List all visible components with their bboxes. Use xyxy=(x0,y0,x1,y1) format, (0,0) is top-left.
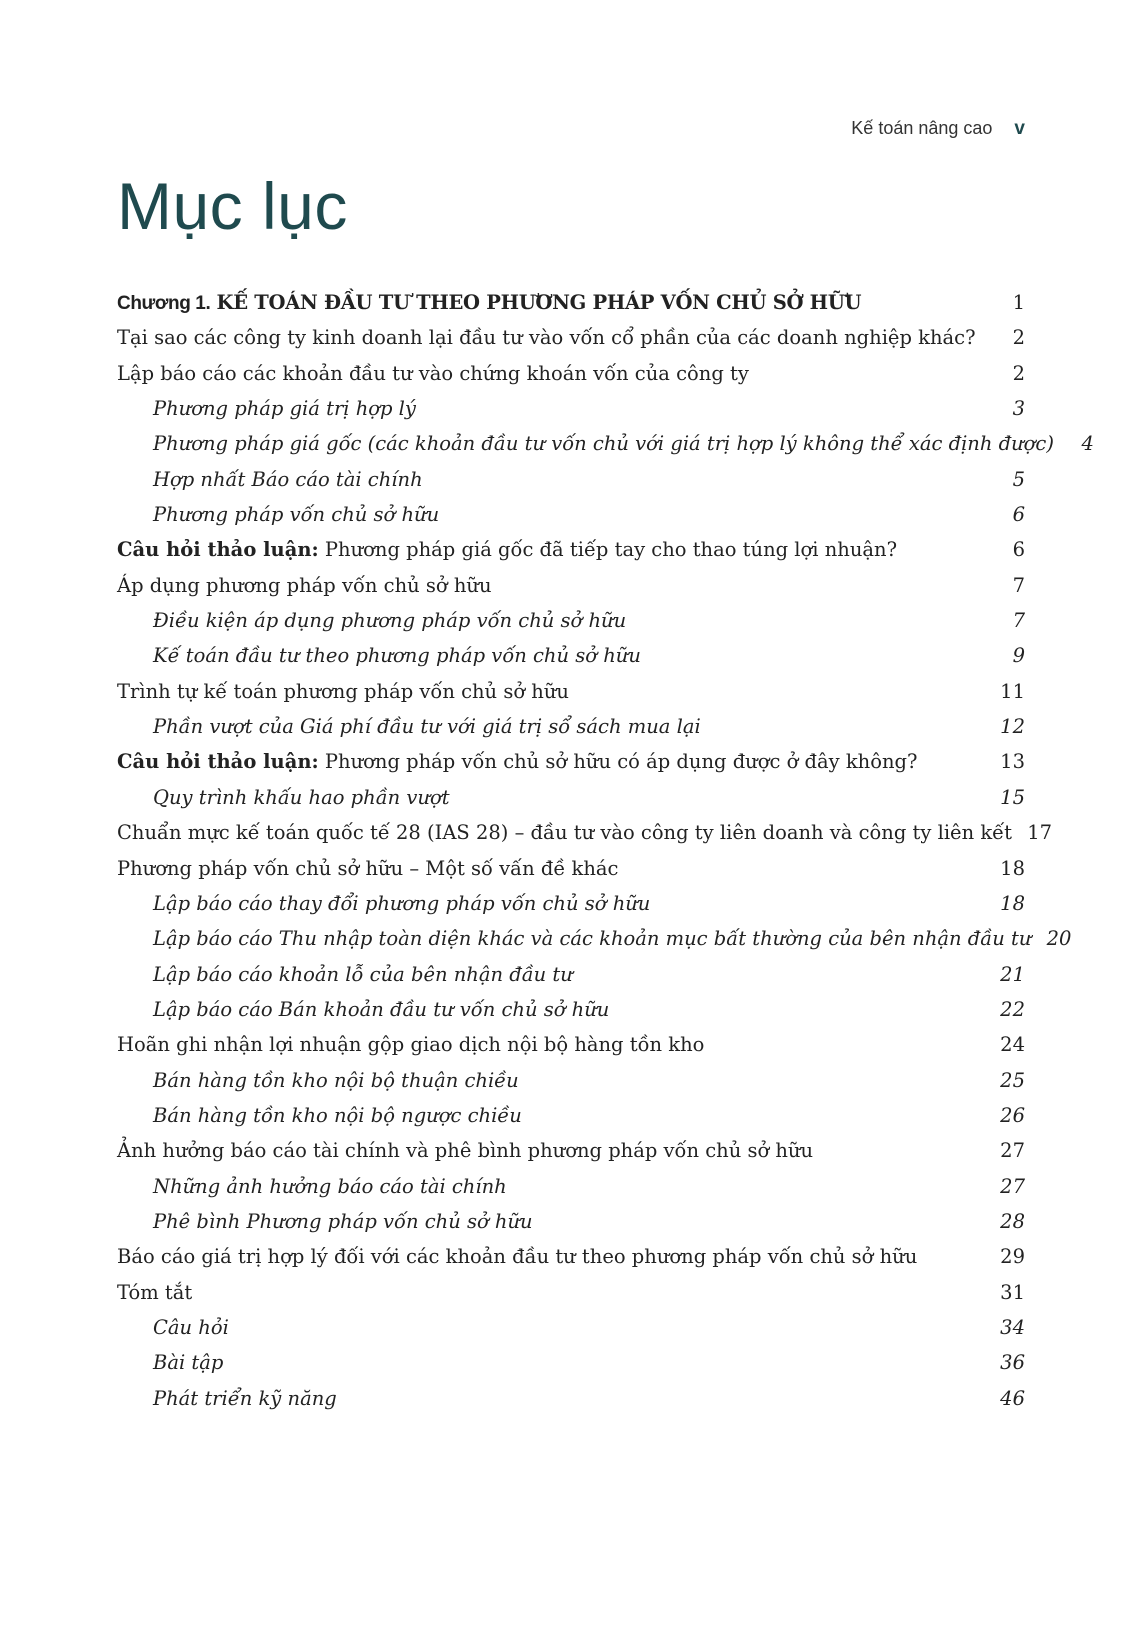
chapter-label: Chương 1. xyxy=(117,293,211,314)
toc-subsection-row xyxy=(117,1381,1025,1416)
toc-entry-title xyxy=(117,1310,229,1345)
toc-entry-text: Lập báo cáo các khoản đầu tư vào chứng khoán vốn của công ty xyxy=(117,361,749,385)
toc-subsection-row xyxy=(117,462,1025,497)
toc-page-number: 29 xyxy=(1000,1245,1025,1269)
toc-page-number: 6 xyxy=(1012,538,1025,562)
toc-entry-text: Điều kiện áp dụng phương pháp vốn chủ sở hữu xyxy=(153,609,627,633)
toc-entry-text: Câu hỏi xyxy=(153,1315,229,1339)
toc-entry-text: Lập báo cáo Thu nhập toàn diện khác và các khoản mục bất thường của bên nhận đầu tư xyxy=(153,927,1032,951)
toc-section-row xyxy=(117,1275,1025,1310)
page-title: Mục lục xyxy=(117,169,348,243)
toc-page-number: 31 xyxy=(1000,1280,1025,1304)
toc-page-number: 4 xyxy=(1081,432,1094,456)
toc-entry-title xyxy=(117,1381,337,1416)
toc-page-number: 15 xyxy=(1000,785,1025,809)
toc-entry-title xyxy=(117,1169,507,1204)
toc-page-number: 34 xyxy=(1000,1315,1025,1339)
toc-entry-text: Kế toán đầu tư theo phương pháp vốn chủ sở hữu xyxy=(153,644,641,668)
toc-entry-text: Phần vượt của Giá phí đầu tư với giá trị sổ sách mua lại xyxy=(153,715,701,739)
toc-entry-title xyxy=(117,921,1031,956)
toc-entry-title xyxy=(117,992,609,1027)
toc-entry-title xyxy=(117,285,861,321)
toc-entry-title xyxy=(117,497,439,532)
toc-subsection-row xyxy=(117,921,1072,956)
toc-page-number: 13 xyxy=(1000,750,1025,774)
toc-entry-title xyxy=(117,815,1012,850)
toc-subsection-row xyxy=(117,1345,1025,1380)
toc-page-number: 26 xyxy=(1000,1103,1025,1127)
toc-page-number: 5 xyxy=(1012,467,1025,491)
toc-page-number: 22 xyxy=(1000,997,1025,1021)
toc-entry-title xyxy=(117,462,423,497)
toc-page-number: 11 xyxy=(1000,679,1025,703)
toc-page-number: 25 xyxy=(1000,1068,1025,1092)
toc-entry-text: Lập báo cáo Bán khoản đầu tư vốn chủ sở hữu xyxy=(153,997,610,1021)
toc-entry-text: Phương pháp giá gốc (các khoản đầu tư vốn chủ với giá trị hợp lý không thể xác định được) xyxy=(153,432,1054,456)
toc-entry-title xyxy=(117,1098,522,1133)
page-number: v xyxy=(1014,118,1025,139)
toc-page-number: 18 xyxy=(1000,856,1025,880)
toc-entry-title xyxy=(117,320,976,355)
toc-page-number: 28 xyxy=(1000,1209,1025,1233)
toc-entry-text: Bán hàng tồn kho nội bộ ngược chiều xyxy=(153,1103,522,1127)
toc-entry-title xyxy=(117,780,450,815)
toc-chapter-row xyxy=(117,285,1025,320)
toc-entry-text: Hoãn ghi nhận lợi nhuận gộp giao dịch nội bộ hàng tồn kho xyxy=(117,1033,705,1057)
toc-section-row xyxy=(117,851,1025,886)
toc-entry-title xyxy=(117,744,917,779)
toc-entry-text: Chuẩn mực kế toán quốc tế 28 (IAS 28) – đầu tư vào công ty liên doanh và công ty liên kết xyxy=(117,821,1013,845)
toc-page-number: 36 xyxy=(1000,1351,1025,1375)
toc-entry-title xyxy=(117,886,650,921)
toc-entry-title xyxy=(117,532,897,567)
toc-entry-title xyxy=(117,851,618,886)
toc-page-number: 3 xyxy=(1012,397,1025,421)
toc-entry-title xyxy=(117,1063,519,1098)
toc-entry-text: Phương pháp vốn chủ sở hữu – Một số vấn đề khác xyxy=(117,856,619,880)
toc-subsection-row xyxy=(117,709,1025,744)
toc-subsection-row xyxy=(117,1063,1025,1098)
toc-entry-text: Áp dụng phương pháp vốn chủ sở hữu xyxy=(117,573,492,597)
toc-page-number: 12 xyxy=(1000,715,1025,739)
toc-entry-text: Phê bình Phương pháp vốn chủ sở hữu xyxy=(153,1209,533,1233)
toc-entry-title xyxy=(117,603,626,638)
toc-entry-title xyxy=(117,356,749,391)
toc-page-number: 2 xyxy=(1012,361,1025,385)
toc-page-number: 27 xyxy=(1000,1174,1025,1198)
chapter-title: KẾ TOÁN ĐẦU TƯ THEO PHƯƠNG PHÁP VỐN CHỦ SỞ HỮU xyxy=(216,291,862,314)
toc-section-row xyxy=(117,568,1025,603)
toc-entry-title xyxy=(117,1239,917,1274)
toc-entry-text: Tóm tắt xyxy=(117,1280,193,1304)
toc-entry-title xyxy=(117,638,641,673)
toc-page-number: 46 xyxy=(1000,1386,1025,1410)
toc-subsection-row xyxy=(117,391,1025,426)
toc-entry-title xyxy=(117,1133,813,1168)
toc-section-row xyxy=(117,674,1025,709)
toc-entry-title xyxy=(117,957,573,992)
toc-section-row xyxy=(117,532,1025,567)
discussion-prefix: Câu hỏi thảo luận: xyxy=(117,538,319,562)
toc-subsection-row xyxy=(117,426,1094,461)
toc-subsection-row xyxy=(117,1169,1025,1204)
toc-page-number: 6 xyxy=(1012,503,1025,527)
book-title: Kế toán nâng cao xyxy=(851,118,993,138)
toc-page-number: 2 xyxy=(1012,326,1025,350)
toc-page-number: 17 xyxy=(1027,821,1053,845)
toc-page-number: 20 xyxy=(1046,927,1072,951)
toc-entry-text: Bán hàng tồn kho nội bộ thuận chiều xyxy=(153,1068,519,1092)
toc-entry-text: Tại sao các công ty kinh doanh lại đầu tư vào vốn cổ phần của các doanh nghiệp khác? xyxy=(117,326,976,350)
toc-page-number: 18 xyxy=(1000,891,1025,915)
toc-entry-title xyxy=(117,1345,223,1380)
toc-entry-title xyxy=(117,426,1054,461)
toc-section-row xyxy=(117,744,1025,779)
toc-section-row xyxy=(117,1027,1025,1062)
toc-subsection-row xyxy=(117,992,1025,1027)
toc-subsection-row xyxy=(117,497,1025,532)
toc-section-row xyxy=(117,815,1053,850)
toc-page-number: 7 xyxy=(1012,573,1025,597)
toc-entry-title xyxy=(117,568,492,603)
toc-entry-text: Phương pháp giá gốc đã tiếp tay cho thao túng lợi nhuận? xyxy=(318,538,898,562)
toc-entry-text: Lập báo cáo thay đổi phương pháp vốn chủ sở hữu xyxy=(153,891,651,915)
toc-section-row xyxy=(117,320,1025,355)
toc-entry-text: Phương pháp vốn chủ sở hữu xyxy=(153,503,440,527)
toc-page-number: 27 xyxy=(1000,1139,1025,1163)
toc-page-number: 1 xyxy=(1012,291,1025,314)
toc-subsection-row xyxy=(117,638,1025,673)
toc-entry-text: Báo cáo giá trị hợp lý đối với các khoản đầu tư theo phương pháp vốn chủ sở hữu xyxy=(117,1245,918,1269)
toc-subsection-row xyxy=(117,603,1025,638)
toc-entry-text: Phương pháp giá trị hợp lý xyxy=(153,397,416,421)
toc-subsection-row xyxy=(117,1204,1025,1239)
toc-entry-text: Ảnh hưởng báo cáo tài chính và phê bình phương pháp vốn chủ sở hữu xyxy=(117,1139,814,1163)
toc-page-number: 7 xyxy=(1012,609,1025,633)
toc-entry-text: Quy trình khấu hao phần vượt xyxy=(153,785,450,809)
discussion-prefix: Câu hỏi thảo luận: xyxy=(117,750,319,774)
toc-entry-text: Bài tập xyxy=(153,1351,224,1375)
toc-page-number: 9 xyxy=(1012,644,1025,668)
toc-entry-title xyxy=(117,1027,704,1062)
toc-entry-title xyxy=(117,674,569,709)
toc-entry-title xyxy=(117,1275,192,1310)
toc-entry-text: Hợp nhất Báo cáo tài chính xyxy=(153,467,423,491)
toc-subsection-row xyxy=(117,1098,1025,1133)
toc-page-number: 24 xyxy=(1000,1033,1025,1057)
toc-page-number: 21 xyxy=(1000,962,1025,986)
toc-entry-title xyxy=(117,709,701,744)
toc-subsection-row xyxy=(117,886,1025,921)
toc-entry-title xyxy=(117,391,416,426)
toc-section-row xyxy=(117,1133,1025,1168)
toc-subsection-row xyxy=(117,780,1025,815)
running-header xyxy=(851,118,1025,140)
toc-entry-text: Trình tự kế toán phương pháp vốn chủ sở hữu xyxy=(117,679,569,703)
toc-entry-text: Những ảnh hưởng báo cáo tài chính xyxy=(153,1174,507,1198)
toc-subsection-row xyxy=(117,1310,1025,1345)
toc-entry-text: Phát triển kỹ năng xyxy=(153,1386,337,1410)
toc-subsection-row xyxy=(117,957,1025,992)
toc-entry-text: Lập báo cáo khoản lỗ của bên nhận đầu tư xyxy=(153,962,573,986)
toc-entry-title xyxy=(117,1204,533,1239)
toc-section-row xyxy=(117,1239,1025,1274)
toc-entry-text: Phương pháp vốn chủ sở hữu có áp dụng được ở đây không? xyxy=(318,750,918,774)
toc-section-row xyxy=(117,356,1025,391)
table-of-contents xyxy=(117,285,1094,1416)
